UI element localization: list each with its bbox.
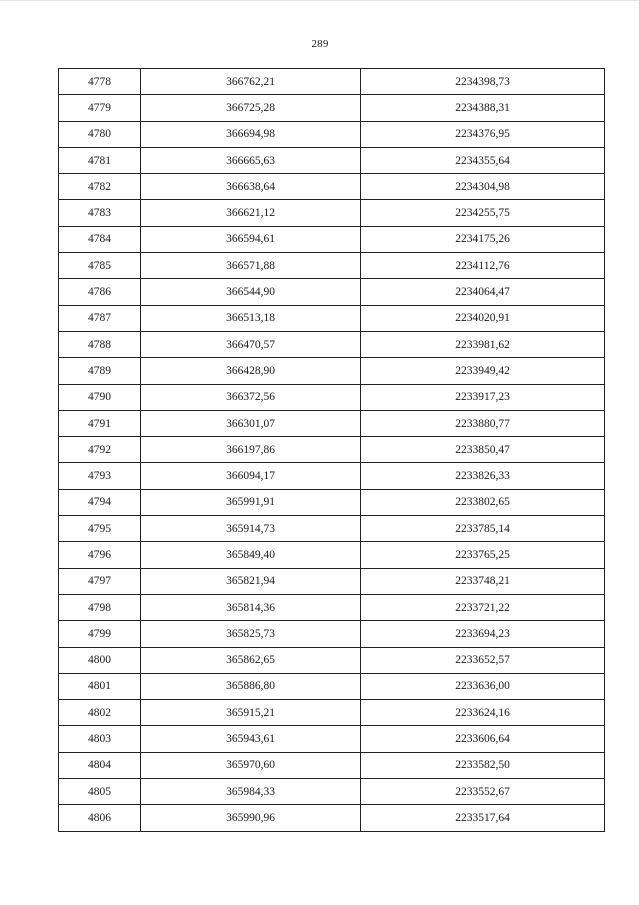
point-number-cell: 4796 [59,542,141,568]
y-coordinate-cell: 2233652,57 [361,647,605,673]
table-row [59,516,605,542]
x-coordinate-cell: 365862,65 [141,647,361,673]
point-number-cell: 4787 [59,305,141,331]
table-row [59,805,605,831]
x-coordinate-cell: 366665,63 [141,147,361,173]
x-coordinate-cell: 365970,60 [141,752,361,778]
point-number-cell: 4798 [59,594,141,620]
y-coordinate-cell: 2233765,25 [361,542,605,568]
y-coordinate-cell: 2234398,73 [361,69,605,95]
x-coordinate-cell: 365825,73 [141,621,361,647]
table-row [59,542,605,568]
table-row [59,594,605,620]
point-number-cell: 4778 [59,69,141,95]
table-row [59,95,605,121]
x-coordinate-cell: 366725,28 [141,95,361,121]
x-coordinate-cell: 366197,86 [141,437,361,463]
point-number-cell: 4786 [59,279,141,305]
y-coordinate-cell: 2233802,65 [361,489,605,515]
x-coordinate-cell: 366470,57 [141,331,361,357]
page-top-edge [0,0,640,1]
table-row [59,174,605,200]
y-coordinate-cell: 2233517,64 [361,805,605,831]
x-coordinate-cell: 365886,80 [141,673,361,699]
table-row [59,726,605,752]
page-number: 289 [311,38,329,50]
table-row [59,568,605,594]
point-number-cell: 4806 [59,805,141,831]
x-coordinate-cell: 365990,96 [141,805,361,831]
point-number-cell: 4799 [59,621,141,647]
x-coordinate-cell: 365943,61 [141,726,361,752]
point-number-cell: 4800 [59,647,141,673]
point-number-cell: 4802 [59,700,141,726]
y-coordinate-cell: 2234112,76 [361,253,605,279]
x-coordinate-cell: 365814,36 [141,594,361,620]
point-number-cell: 4781 [59,147,141,173]
point-number-cell: 4783 [59,200,141,226]
x-coordinate-cell: 365914,73 [141,516,361,542]
table-row [59,69,605,95]
point-number-cell: 4790 [59,384,141,410]
x-coordinate-cell: 366301,07 [141,410,361,436]
x-coordinate-cell: 366428,90 [141,358,361,384]
point-number-cell: 4791 [59,410,141,436]
point-number-cell: 4793 [59,463,141,489]
x-coordinate-cell: 366571,88 [141,253,361,279]
coordinates-table-body [59,69,605,832]
point-number-cell: 4804 [59,752,141,778]
point-number-cell: 4780 [59,121,141,147]
y-coordinate-cell: 2233826,33 [361,463,605,489]
y-coordinate-cell: 2233880,77 [361,410,605,436]
x-coordinate-cell: 365821,94 [141,568,361,594]
y-coordinate-cell: 2234175,26 [361,226,605,252]
table-row [59,700,605,726]
y-coordinate-cell: 2234376,95 [361,121,605,147]
point-number-cell: 4794 [59,489,141,515]
x-coordinate-cell: 365915,21 [141,700,361,726]
y-coordinate-cell: 2233582,50 [361,752,605,778]
coordinates-table [58,68,605,832]
table-row [59,489,605,515]
table-row [59,779,605,805]
point-number-cell: 4788 [59,331,141,357]
point-number-cell: 4801 [59,673,141,699]
point-number-cell: 4797 [59,568,141,594]
y-coordinate-cell: 2234355,64 [361,147,605,173]
y-coordinate-cell: 2233949,42 [361,358,605,384]
x-coordinate-cell: 365991,91 [141,489,361,515]
y-coordinate-cell: 2234388,31 [361,95,605,121]
point-number-cell: 4789 [59,358,141,384]
table-row [59,253,605,279]
y-coordinate-cell: 2234304,98 [361,174,605,200]
table-row [59,752,605,778]
table-row [59,437,605,463]
y-coordinate-cell: 2233917,23 [361,384,605,410]
x-coordinate-cell: 366762,21 [141,69,361,95]
x-coordinate-cell: 366621,12 [141,200,361,226]
y-coordinate-cell: 2233721,22 [361,594,605,620]
table-row [59,331,605,357]
point-number-cell: 4779 [59,95,141,121]
y-coordinate-cell: 2233636,00 [361,673,605,699]
table-row [59,226,605,252]
table-row [59,121,605,147]
x-coordinate-cell: 366094,17 [141,463,361,489]
y-coordinate-cell: 2233552,67 [361,779,605,805]
x-coordinate-cell: 365984,33 [141,779,361,805]
x-coordinate-cell: 366372,56 [141,384,361,410]
y-coordinate-cell: 2234255,75 [361,200,605,226]
x-coordinate-cell: 366638,64 [141,174,361,200]
y-coordinate-cell: 2233624,16 [361,700,605,726]
table-row [59,621,605,647]
y-coordinate-cell: 2233748,21 [361,568,605,594]
x-coordinate-cell: 366594,61 [141,226,361,252]
point-number-cell: 4792 [59,437,141,463]
x-coordinate-cell: 366513,18 [141,305,361,331]
y-coordinate-cell: 2234020,91 [361,305,605,331]
point-number-cell: 4785 [59,253,141,279]
point-number-cell: 4795 [59,516,141,542]
table-row [59,358,605,384]
point-number-cell: 4805 [59,779,141,805]
table-row [59,305,605,331]
table-row [59,673,605,699]
y-coordinate-cell: 2233785,14 [361,516,605,542]
y-coordinate-cell: 2233850,47 [361,437,605,463]
x-coordinate-cell: 366694,98 [141,121,361,147]
table-row [59,279,605,305]
table-row [59,147,605,173]
point-number-cell: 4782 [59,174,141,200]
point-number-cell: 4803 [59,726,141,752]
y-coordinate-cell: 2233981,62 [361,331,605,357]
y-coordinate-cell: 2233694,23 [361,621,605,647]
table-row [59,410,605,436]
x-coordinate-cell: 366544,90 [141,279,361,305]
table-row [59,384,605,410]
table-row [59,647,605,673]
y-coordinate-cell: 2234064,47 [361,279,605,305]
point-number-cell: 4784 [59,226,141,252]
x-coordinate-cell: 365849,40 [141,542,361,568]
table-row [59,463,605,489]
table-row [59,200,605,226]
y-coordinate-cell: 2233606,64 [361,726,605,752]
